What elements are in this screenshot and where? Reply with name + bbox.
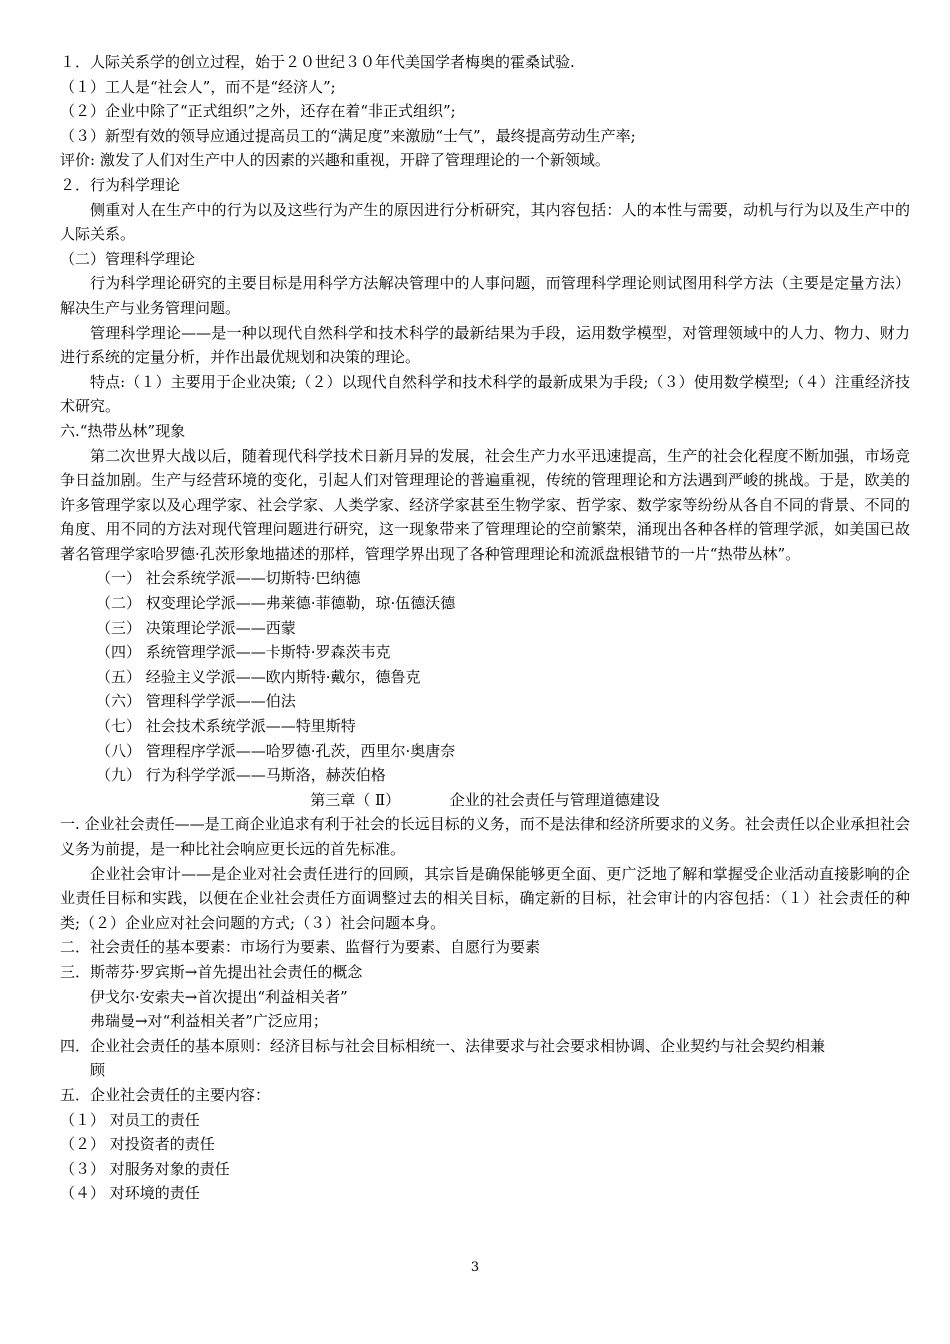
text-line: （１）工人是“社会人”，而不是“经济人”; (60, 77, 336, 96)
list-item: （４） 对环境的责任 (60, 1184, 200, 1203)
text-line: 二．社会责任的基本要素：市场行为要素、监督行为要素、自愿行为要素 (60, 938, 541, 957)
school-item: （七） 社会技术系统学派——特里斯特 (96, 717, 356, 736)
paragraph: 管理科学理论——是一种以现代自然科学和技术科学的最新结果为手段，运用数学模型，对管理领域中的人力、物力、财力进行系统的定量分析，并作出最优规划和决策的理论。 (60, 323, 910, 367)
page-content (60, 50, 910, 1206)
principles-text: 四．企业社会责任的基本原则：经济目标与社会目标相统一、法律要求与社会要求相协调、企业契约与社会契约相兼 (60, 1036, 826, 1055)
section-heading: ２．行为科学理论 (60, 175, 181, 194)
school-item: （八） 管理程序学派——哈罗德·孔茨，西里尔·奥唐奈 (96, 741, 456, 760)
paragraph: 特点:（１）主要用于企业决策;（２）以现代自然科学和技术科学的最新成果为手段;（３）使用数学模型;（４）注重经济技术研究。 (60, 372, 910, 416)
school-item: （五） 经验主义学派——欧内斯特·戴尔，德鲁克 (96, 667, 421, 686)
text-line: （３）新型有效的领导应通过提高员工的“满足度”来激励“士气”，最终提高劳动生产率; (60, 126, 636, 145)
paragraph: 一. 企业社会责任——是工商企业追求有利于社会的长远目标的义务，而不是法律和经济所要求的义务。社会责任以企业承担社会义务为前提，是一种比社会响应更长远的首先标准。 (60, 815, 910, 858)
text-line: １．人际关系学的创立过程，始于２０世纪３０年代美国学者梅奥的霍桑试验. (60, 53, 575, 71)
text-line: （２）企业中除了“正式组织”之外，还存在着“非正式组织”; (60, 102, 456, 121)
chapter-name: 企业的社会责任与管理道德建设 (449, 790, 660, 809)
page-number: 3 (470, 1260, 480, 1275)
section-heading: 六.“热带丛林”现象 (60, 421, 186, 440)
paragraph: 第二次世界大战以后，随着现代科学技术日新月异的发展，社会生产力水平迅速提高，生产的社会化程度不断加强，市场竞争日益加剧。生产与经营环境的变化，引起人们对管理理论的普遍重视，传统的管理理论和方法遇到严峻的挑战。于是，欧美的许多管理学家以及心理学家、社会学家、人类学家、经济学家甚至生物学家、哲学家、数学家等纷纷从各自不同的背景、不同的角度、用不同的方法对现代管理问题进行研究，这一现象带来了管理理论的空前繁荣，涌现出各种各样的管理学派，如美国已故著名管理学家哈罗德·孔茨形象地描述的那样，管理学界出现了各种管理理论和流派盘根错节的一片“热带丛林”。 (60, 446, 910, 563)
paragraph: 企业社会审计——是企业对社会责任进行的回顾，其宗旨是确保能够更全面、更广泛地了解和掌握受企业活动直接影响的企业责任目标和实践，以便在企业社会责任方面调整过去的相关目标，确定新的目标，社会审计的内容包括：（１）社会责任的种类;（２）企业应对社会问题的方式;（３）社会问题本身。 (60, 864, 910, 932)
paragraph (60, 1034, 910, 1083)
text-line: 评价: 激发了人们对生产中人的因素的兴趣和重视，开辟了管理理论的一个新领域。 (60, 151, 610, 170)
text-line: 五．企业社会责任的主要内容： (60, 1085, 271, 1104)
text-line: 三．斯蒂芬·罗宾斯→首先提出社会责任的概念 (60, 962, 363, 981)
principles-tail: 顾 (90, 1061, 106, 1080)
school-item: （一） 社会系统学派——切斯特·巴纳德 (96, 569, 361, 588)
section-heading: （二）管理科学理论 (60, 249, 196, 268)
list-item: （１） 对员工的责任 (60, 1110, 200, 1129)
paragraph: 侧重对人在生产中的行为以及这些行为产生的原因进行分析研究，其内容包括：人的本性与需要，动机与行为以及生产中的人际关系。 (60, 200, 910, 244)
school-item: （二） 权变理论学派——弗莱德·菲德勒，琼·伍德沃德 (96, 594, 456, 613)
school-item: （四） 系统管理学派——卡斯特·罗森茨韦克 (96, 643, 391, 662)
chapter-title (60, 788, 910, 813)
paragraph: 行为科学理论研究的主要目标是用科学方法解决管理中的人事问题，而管理科学理论则试图用科学方法（主要是定量方法）解决生产与业务管理问题。 (60, 274, 910, 317)
list-item: （３） 对服务对象的责任 (60, 1159, 230, 1178)
text-line: 伊戈尔·安索夫→首次提出“利益相关者” (90, 987, 348, 1006)
school-item: （九） 行为科学学派——马斯洛，赫茨伯格 (96, 766, 386, 785)
list-item: （２） 对投资者的责任 (60, 1135, 215, 1154)
school-item: （六） 管理科学学派——伯法 (96, 692, 296, 711)
chapter-number: 第三章（ Ⅱ） (310, 790, 401, 809)
text-line: 弗瑞曼→对“利益相关者”广泛应用； (90, 1012, 328, 1031)
school-item: （三） 决策理论学派——西蒙 (96, 618, 296, 637)
